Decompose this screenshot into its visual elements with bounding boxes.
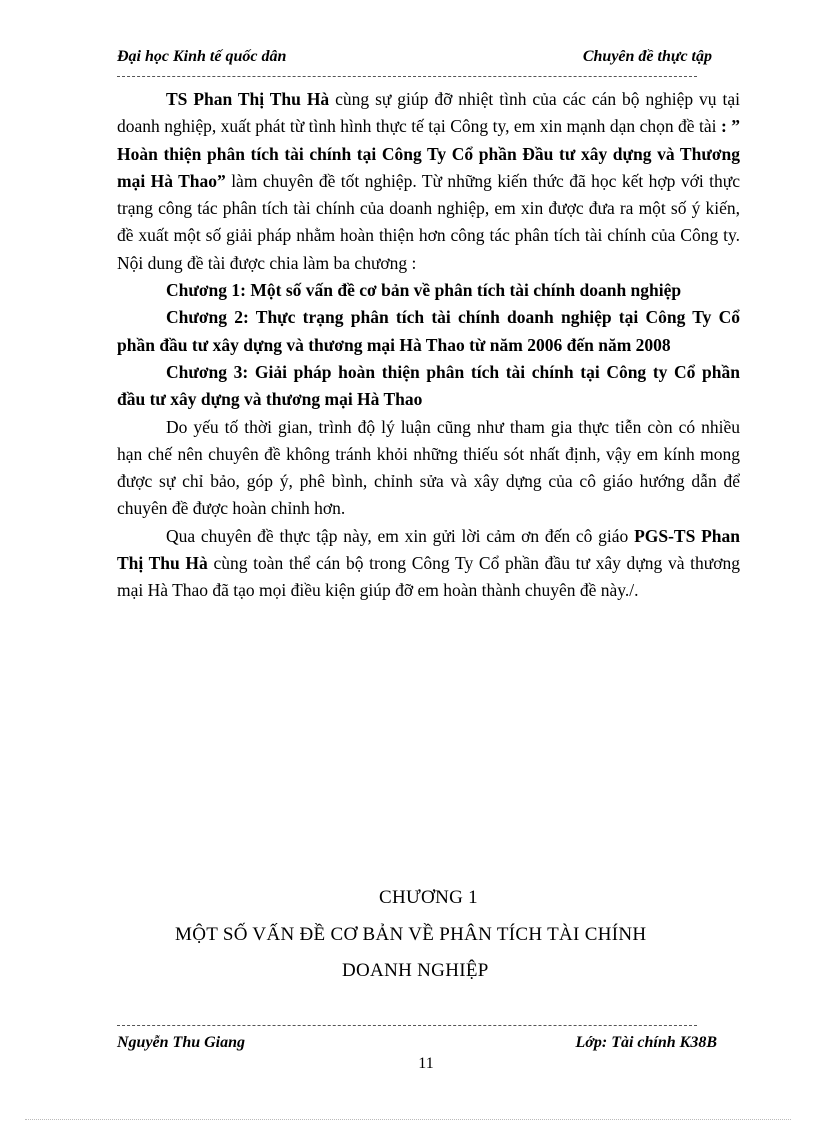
chapter-3-summary: Chương 3: Giải pháp hoàn thiện phân tích tài chính tại Công ty Cổ phần đầu tư xây dựng và thương mại Hà Thao <box>117 361 740 410</box>
footer-divider <box>117 1025 697 1026</box>
acknowledgement-paragraph <box>117 523 740 605</box>
header-university: Đại học Kinh tế quốc dân <box>117 48 287 65</box>
page-header <box>117 48 712 70</box>
page-number: 11 <box>418 1055 434 1072</box>
footer-author: Nguyễn Thu Giang <box>117 1034 246 1051</box>
chapter-title-line2: DOANH NGHIỆP <box>342 960 489 981</box>
thesis-topic: : ” Hoàn thiện phân tích tài chính tại Công Ty Cổ phần Đầu tư xây dựng và Thương mại Hà Thao” <box>117 116 740 191</box>
footer-class: Lớp: Tài chính K38B <box>575 1034 717 1051</box>
chapter-2-summary: Chương 2: Thực trạng phân tích tài chính doanh nghiệp tại Công Ty Cổ phần đầu tư xây dựng và thương mại Hà Thao từ năm 2006 đến năm 2008 <box>117 307 740 355</box>
intro-text-b: làm chuyên đề tốt nghiệp. Từ những kiến thức đã học kết hợp với thực trạng công tác phân tích tài chính của doanh nghiệp, em xin được đưa ra một số ý kiến, đề xuất một số giải pháp nhằm hoàn thiện hơn công tác phân tích tài chính của Công ty. Nội dung đề tài được chia làm ba chương : <box>117 170 741 273</box>
intro-text-a: cùng sự giúp đỡ nhiệt tình của các cán bộ nghiệp vụ tại doanh nghiệp, xuất phát từ tình hình thực tế tại Công ty, em xin mạnh dạn chọn đề tài <box>117 89 740 137</box>
advisor-name: TS Phan Thị Thu Hà <box>166 89 330 109</box>
page-footer <box>117 1034 717 1056</box>
ack-text-a: Qua chuyên đề thực tập này, em xin gửi lời cảm ơn đến cô giáo <box>166 525 635 546</box>
document-body <box>117 86 740 605</box>
chapter-title-line1: MỘT SỐ VẤN ĐỀ CƠ BẢN VỀ PHÂN TÍCH TÀI CHÍNH <box>175 924 647 945</box>
limitations-paragraph: Do yếu tố thời gian, trình độ lý luận cũng như tham gia thực tiễn còn có nhiều hạn chế nên chuyên đề không tránh khỏi những thiếu sót nhất định, vậy em kính mong được sự chỉ bảo, góp ý, phê bình, chỉnh sửa và xây dựng của cô giáo hướng dẫn để chuyên đề được hoàn chỉnh hơn. <box>117 416 740 519</box>
ack-text-b: cùng toàn thể cán bộ trong Công Ty Cổ phần đầu tư xây dựng và thương mại Hà Thao đã tạo mọi điều kiện giúp đỡ em hoàn thành chuyên đề này./. <box>117 553 741 601</box>
intro-paragraph <box>117 86 740 277</box>
ack-advisor-name: PGS-TS Phan Thị Thu Hà <box>117 525 740 574</box>
chapter-1-summary: Chương 1: Một số vấn đề cơ bản về phân tích tài chính doanh nghiệp <box>166 280 682 301</box>
chapter-number: CHƯƠNG 1 <box>379 887 478 908</box>
header-document-type: Chuyên đề thực tập <box>582 48 712 65</box>
page-edge <box>25 1119 791 1120</box>
header-divider <box>117 76 697 77</box>
